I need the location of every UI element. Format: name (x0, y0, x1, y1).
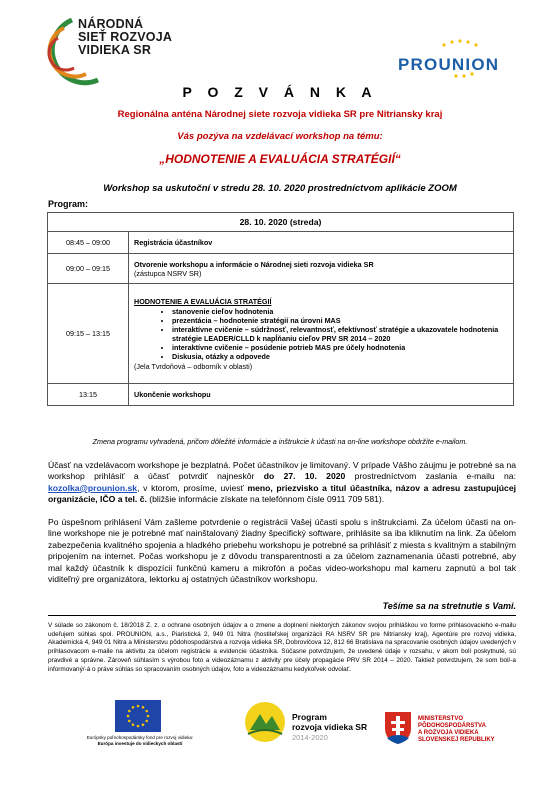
list-item: • prezentácia – hodnotenie stratégií na úrovni MAS (172, 316, 508, 325)
program-time: 09:15 – 13:15 (48, 284, 129, 384)
program-item-title: Otvorenie workshopu a informácie o Národnej sieti rozvoja vidieka SR (134, 259, 374, 269)
page-title: P O Z V Á N K A (182, 84, 378, 100)
prv-title: Program (292, 712, 327, 722)
slovak-coat-of-arms-icon (383, 710, 413, 746)
email-link[interactable]: kozolka@prounion.sk (48, 482, 138, 493)
list-item: • Diskusia, otázky a odpovede (172, 352, 508, 361)
closing-line: Tešíme sa na stretnutie s Vami. (382, 601, 516, 611)
program-time: 08:45 – 09:00 (48, 232, 129, 254)
organizer-line: Regionálna anténa Národnej siete rozvoja vidieka SR pre Nitriansky kraj (117, 109, 443, 120)
table-row (48, 254, 514, 284)
table-row (48, 284, 514, 384)
nsrv-logo-text: NÁRODNÁ SIEŤ ROZVOJA VIDIEKA SR (78, 17, 173, 57)
workshop-date-line: Workshop sa uskutoční v stredu 28. 10. 2020 prostredníctvom aplikácie ZOOM (103, 183, 457, 194)
divider (48, 615, 516, 616)
gdpr-consent-text: V súlade so zákonom č. 18/2018 Z. z. o ochrane osobných údajov a o zmene a doplnení niektorých zákonov svojou prihláškou vo forme prihlasovacieho e-mailu udeľujem súhlas spol. PROUNION, a.s., Piaristická 2, 949 01 Nitra (hostiteľskej organizácii RA NSRV SR pre Nitriansky kraj), Agentúre pre rozvoj vidieka, Akademická 4, 949 01 Nitra a Ministerstvu pôdohospodárstva a rozvoja vidieka SR, Dobrovičova 12, 812 66 Bratislava na spracovanie osobných údajov uvedených v prihlasovacom e-maile na aktivitu za účelom registrácie a evidencie účastníka. Súčasne potvrdzujem, že uvedené údaje v rozsahu, v akom boli poskytnuté, sú pravdivé a správne. Zároveň súhlasím s výrobou foto a videozáznamu z aktivity pre účely propagácie PRV SR 2014 – 2020. Taktiež potvrdzujem, že som bol/-a informovaný/-á o práve súhlas so spracovaním osobných údajov, foto a videozáznamu kedykoľvek odvolať. (48, 622, 516, 673)
table-row (48, 232, 514, 254)
program-item: Registrácia účastníkov (129, 232, 514, 254)
registration-paragraph: Účasť na vzdelávacom workshope je bezplatná. Počet účastníkov je limitovaný. V prípade Vášho záujmu je potrebné sa na workshop prihlásiť a účasť potvrdiť najneskôr do 27. 10. 2020 prostredníctvom zaslania e-mailu na: kozolka@prounion.sk, v ktorom, prosíme, uviesť meno, priezvisko a titul účastníka, názov a adresu zastupujúcej organizácie, IČO a tel. č. (bližšie informácie získate na telefónnom čísle 0911 709 581). (48, 460, 516, 505)
program-label: Program: (48, 199, 89, 209)
deadline: do 27. 10. 2020 (263, 471, 346, 482)
list-item: • interaktívne cvičenie – súdržnosť, relevantnosť, efektívnosť stratégie a ukazovatele hodnotenia stratégie LEADER/CLLD k napĺňaniu cieľov PRV SR 2014 – 2020 (172, 325, 508, 343)
table-row (48, 213, 514, 232)
required-info: meno, priezvisko a titul účastníka, názov a adresu zastupujúcej organizácie, IČO a tel. č. (48, 482, 516, 505)
program-table (47, 212, 514, 406)
prounion-logo-text: PROUNION (398, 55, 500, 74)
program-item-speaker: (zástupca NSRV SR) (134, 268, 202, 278)
program-item (129, 254, 514, 284)
ministry-name: MINISTERSTVO PÔDOHOSPODÁRSTVA A ROZVOJA VIDIEKA SLOVENSKEJ REPUBLIKY (418, 716, 495, 743)
eu-flag-icon (115, 700, 161, 732)
instructions-paragraph: Po úspešnom prihlásení Vám zašleme potvrdenie o registrácii Vašej účasti spolu s inštrukciami. Za účelom účasti na on-line workshope nie je potrebné mať nainštalovaný žiadny špecifický software, prihlásite sa iba kliknutím na link. Za účelom zabezpečenia kvalitného spojenia a hladkého priebehu workshopu je potrebné sa prihlásiť z miesta s kvalitným a stabilným pripojením na internet. Počas workshopu je z dôvodu transparentnosti a za účelom zaznamenania účasti potrebné, aby mal každý účastník k dispozícii funkčnú kameru a mikrofón a počas video-workshopu mal kameru zapnutú a bol tak viditeľný pre organizátora, lektorku aj ostatných účastníkov workshopu. (48, 517, 516, 585)
program-note: Zmena programu vyhradená, pričom dôležité informácie a inštrukcie k účasti na on-line workshope obdržíte e-mailom. (92, 437, 468, 446)
program-item-list (134, 307, 508, 361)
list-item: • stanovenie cieľov hodnotenia (172, 307, 508, 316)
program-time: 09:00 – 09:15 (48, 254, 129, 284)
prv-years: 2014-2020 (292, 733, 328, 742)
program-item-speaker: (Jela Tvrdoňová – odborník v oblasti) (134, 361, 253, 371)
workshop-topic: „HODNOTENIE A EVALUÁCIA STRATÉGIÍ“ (159, 152, 401, 166)
program-item-title: HODNOTENIE A EVALUÁCIA STRATÉGIÍ (134, 296, 272, 306)
eu-caption: Európsky poľnohospodársky fond pre rozvoj vidieka: Európa investuje do vidieckych oblastí (86, 735, 194, 746)
program-time: 13:15 (48, 384, 129, 406)
program-date-header: 28. 10. 2020 (streda) (48, 213, 514, 232)
table-row (48, 384, 514, 406)
invite-line: Vás pozýva na vzdelávací workshop na tému: (177, 131, 383, 142)
prv-subtitle: rozvoja vidieka SR (292, 722, 368, 732)
program-item (129, 284, 514, 384)
program-item: Ukončenie workshopu (129, 384, 514, 406)
list-item: • interaktívne cvičenie – posúdenie potrieb MAS pre účely hodnotenia (172, 343, 508, 352)
